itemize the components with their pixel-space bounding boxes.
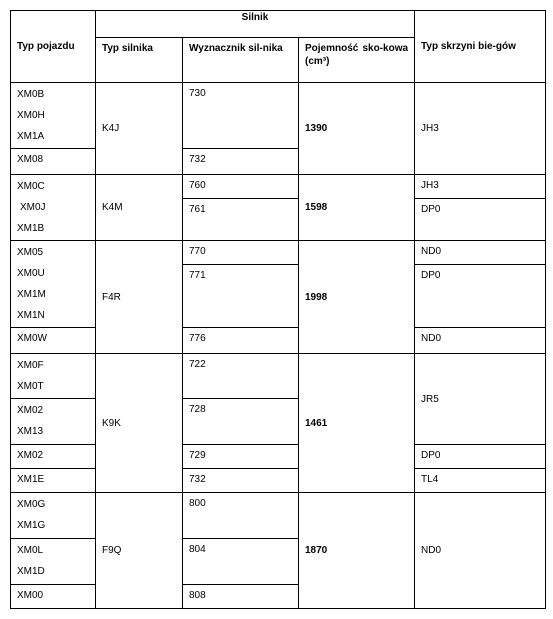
- vehicle-cell: [11, 399, 96, 445]
- engine-code-cell: 804: [183, 539, 299, 585]
- vehicle-cell: XM08: [11, 149, 96, 175]
- header-displacement: Pojemność sko-kowa (cm³): [299, 38, 415, 83]
- header-gearbox: Typ skrzyni bie-gów: [415, 11, 546, 83]
- displacement-cell: 1461: [299, 354, 415, 493]
- vehicle-code: XM0H: [17, 110, 45, 121]
- vehicle-cell: [11, 241, 96, 328]
- vehicle-cell: XM1E: [11, 469, 96, 493]
- gearbox-cell: ND0: [415, 241, 546, 265]
- vehicle-code: XM0B: [17, 89, 45, 100]
- engine-type-cell: K9K: [96, 354, 183, 493]
- gearbox-cell: JH3: [415, 83, 546, 175]
- gearbox-cell: JH3: [415, 175, 546, 199]
- engine-code-cell: 800: [183, 493, 299, 539]
- vehicle-code: XM1G: [17, 520, 46, 531]
- vehicle-code: XM0J: [20, 202, 46, 213]
- engine-code-cell: 761: [183, 199, 299, 241]
- gearbox-cell: DP0: [415, 445, 546, 469]
- engine-code-cell: 770: [183, 241, 299, 265]
- gearbox-cell: TL4: [415, 469, 546, 493]
- header-engine-type: Typ silnika: [96, 38, 183, 83]
- vehicle-code: XM05: [17, 247, 44, 258]
- vehicle-code: XM1N: [17, 310, 45, 321]
- engine-type-cell: F4R: [96, 241, 183, 354]
- vehicle-cell: XM02: [11, 445, 96, 469]
- engine-code-cell: 732: [183, 149, 299, 175]
- vehicle-code: XM1M: [17, 289, 46, 300]
- vehicle-cell: [11, 83, 96, 149]
- engine-gearbox-table: [10, 10, 546, 609]
- header-engine-code: Wyznacznik sil-nika: [183, 38, 299, 83]
- engine-code-cell: 729: [183, 445, 299, 469]
- vehicle-code: XM1A: [17, 131, 45, 142]
- engine-type-cell: K4M: [96, 175, 183, 241]
- vehicle-code: XM02: [17, 405, 44, 416]
- gearbox-cell: DP0: [415, 265, 546, 328]
- vehicle-code: XM0F: [17, 360, 44, 371]
- vehicle-code: XM13: [17, 426, 44, 437]
- vehicle-cell: [11, 175, 96, 241]
- displacement-cell: 1598: [299, 175, 415, 241]
- vehicle-cell: XM00: [11, 585, 96, 609]
- displacement-cell: 1870: [299, 493, 415, 609]
- gearbox-cell: ND0: [415, 493, 546, 609]
- vehicle-code: XM1D: [17, 566, 45, 577]
- vehicle-code: XM0U: [17, 268, 45, 279]
- displacement-cell: 1390: [299, 83, 415, 175]
- header-vehicle-type: Typ pojazdu: [11, 11, 96, 83]
- engine-code-cell: 771: [183, 265, 299, 328]
- vehicle-code: XM0T: [17, 381, 44, 392]
- vehicle-code: XM0C: [17, 181, 45, 192]
- engine-code-cell: 808: [183, 585, 299, 609]
- gearbox-cell: ND0: [415, 328, 546, 354]
- displacement-cell: 1998: [299, 241, 415, 354]
- vehicle-cell: [11, 539, 96, 585]
- vehicle-cell: XM0W: [11, 328, 96, 354]
- header-engine: Silnik: [96, 11, 415, 38]
- engine-code-cell: 760: [183, 175, 299, 199]
- vehicle-code: XM1B: [17, 223, 45, 234]
- vehicle-code: XM0G: [17, 499, 46, 510]
- engine-type-cell: K4J: [96, 83, 183, 175]
- engine-code-cell: 730: [183, 83, 299, 149]
- vehicle-code: XM0L: [17, 545, 44, 556]
- engine-code-cell: 776: [183, 328, 299, 354]
- engine-code-cell: 722: [183, 354, 299, 399]
- engine-code-cell: 732: [183, 469, 299, 493]
- gearbox-cell: JR5: [415, 354, 546, 445]
- vehicle-cell: [11, 354, 96, 399]
- vehicle-cell: [11, 493, 96, 539]
- engine-code-cell: 728: [183, 399, 299, 445]
- engine-type-cell: F9Q: [96, 493, 183, 609]
- gearbox-cell: DP0: [415, 199, 546, 241]
